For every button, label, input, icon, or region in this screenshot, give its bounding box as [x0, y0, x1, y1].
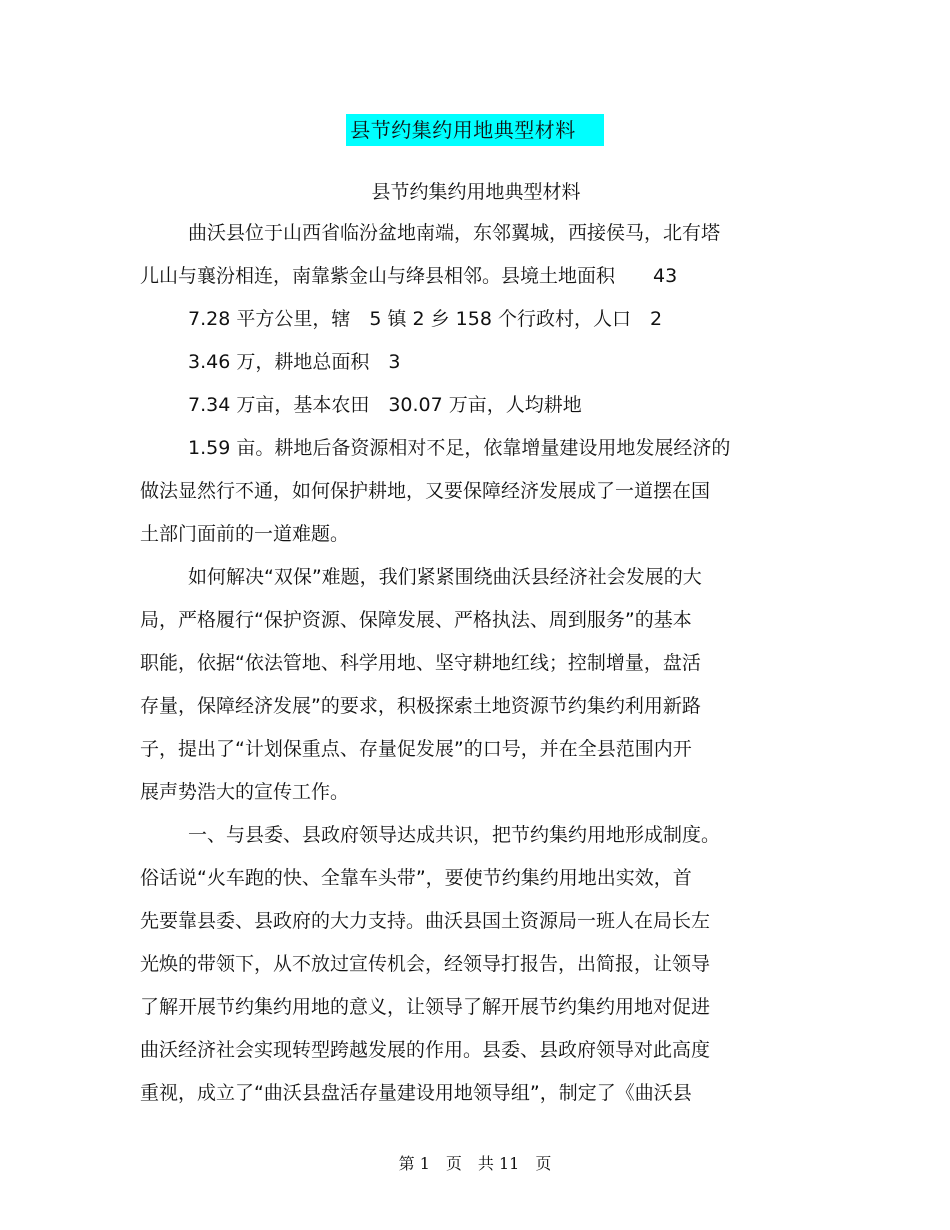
text-line: 7.28 平方公里，辖 5 镇 2 乡 158 个行政村，人口 2 — [188, 308, 663, 330]
text-line: 职能，依据“依法管地、科学用地、坚守耕地红线；控制增量，盘活 — [140, 652, 701, 674]
text-line: 曲沃县位于山西省临汾盆地南端，东邻翼城，西接侯马，北有塔 — [188, 222, 721, 244]
text-line: 先要靠县委、县政府的大力支持。曲沃县国土资源局一班人在局长左 — [140, 910, 711, 932]
text-line: 俗话说“火车跑的快、全靠车头带”，要使节约集约用地出实效，首 — [140, 867, 692, 889]
body-lines — [140, 212, 760, 1115]
text-line: 儿山与襄汾相连，南靠紫金山与绛县相邻。县境土地面积 43 — [140, 265, 678, 287]
text-line: 3.46 万，耕地总面积 3 — [188, 351, 401, 373]
title-wrap — [0, 114, 950, 146]
text-line: 展声势浩大的宣传工作。 — [140, 781, 350, 803]
text-line: 曲沃经济社会实现转型跨越发展的作用。县委、县政府领导对此高度 — [140, 1039, 711, 1061]
text-line: 了解开展节约集约用地的意义，让领导了解开展节约集约用地对促进 — [140, 996, 711, 1018]
text-line: 存量，保障经济发展”的要求，积极探索土地资源节约集约利用新路 — [140, 695, 701, 717]
page-footer: 第 1 页 共 11 页 — [398, 1154, 552, 1173]
text-line: 土部门面前的一道难题。 — [140, 523, 350, 545]
text-line: 如何解决“双保”难题，我们紧紧围绕曲沃县经济社会发展的大 — [188, 566, 702, 588]
text-line: 子，提出了“计划保重点、存量促发展”的口号，并在全县范围内开 — [140, 738, 692, 760]
document-title: 县节约集约用地典型材料 — [346, 114, 604, 146]
text-line: 一、与县委、县政府领导达成共识，把节约集约用地形成制度。 — [188, 824, 721, 846]
document-subtitle: 县节约集约用地典型材料 — [371, 181, 581, 203]
text-line: 做法显然行不通，如何保护耕地，又要保障经济发展成了一道摆在国 — [140, 480, 711, 502]
text-line: 1.59 亩。耕地后备资源相对不足，依靠增量建设用地发展经济的 — [188, 437, 731, 459]
text-line: 局，严格履行“保护资源、保障发展、严格执法、周到服务”的基本 — [140, 609, 692, 631]
text-line: 光焕的带领下，从不放过宣传机会，经领导打报告，出简报，让领导 — [140, 953, 711, 975]
document-body — [140, 172, 760, 1115]
text-line: 7.34 万亩，基本农田 30.07 万亩，人均耕地 — [188, 394, 582, 416]
text-line: 重视，成立了“曲沃县盘活存量建设用地领导组”，制定了《曲沃县 — [140, 1082, 692, 1104]
